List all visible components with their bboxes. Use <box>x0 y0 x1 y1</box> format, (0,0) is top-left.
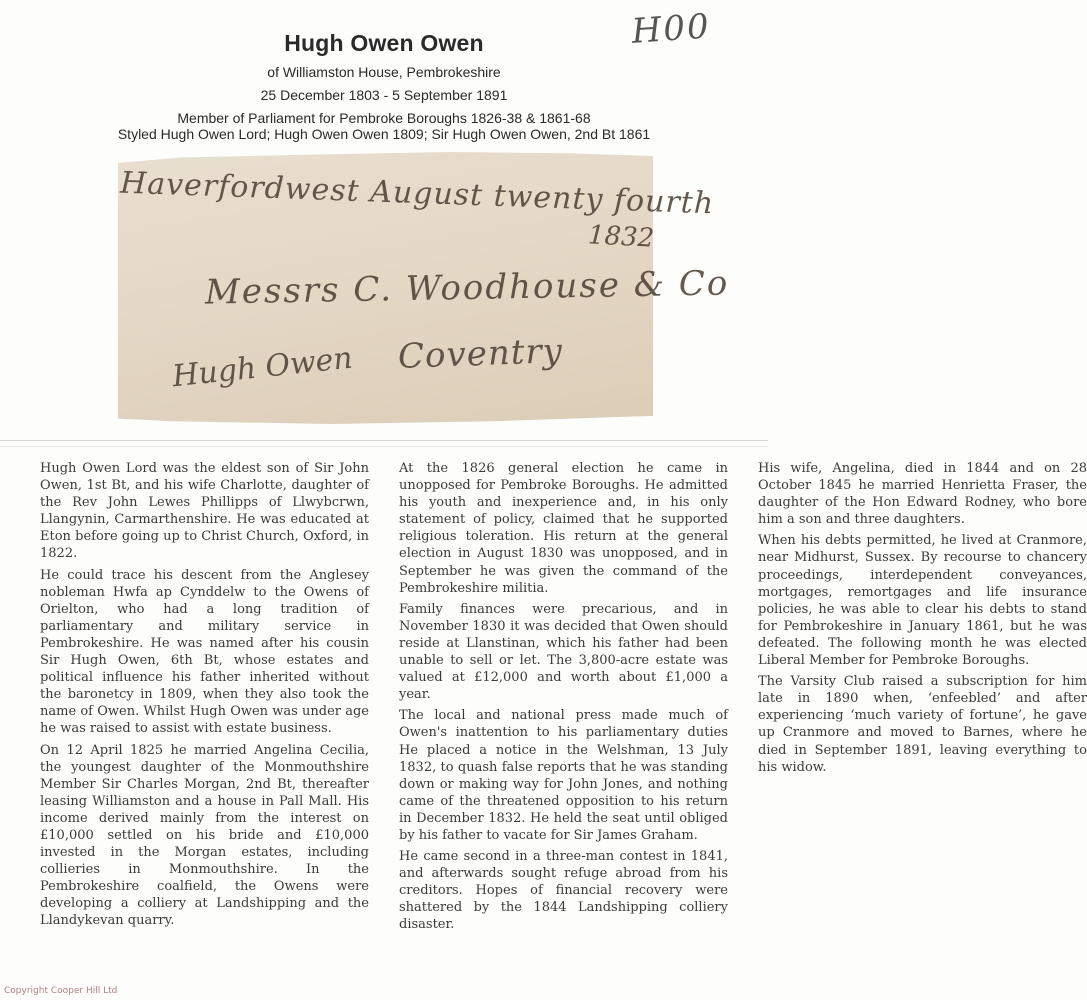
office-line: Member of Parliament for Pembroke Boroughs 1826-38 & 1861-68 <box>177 110 591 126</box>
bio-paragraph: He could trace his descent from the Anglesey nobleman Hwfa ap Cynddelw to the Owens of Orielton, who had a long tradition of parliamentary and military service in Pembrokeshire. He was named after his cousin Sir Hugh Owen, 6th Bt, whose estates and political influence his father inherited without the baronetcy in 1809, when they also took the name of Owen. Whilst Hugh Owen was under age he was raised to assist with estate business. <box>40 567 369 737</box>
bio-paragraph: Hugh Owen Lord was the eldest son of Sir John Owen, 1st Bt, and his wife Charlotte, daughter of the Rev John Lewes Phillipps of Llwybcrwn, Llangynin, Carmarthenshire. He was educated at Eton before going up to Christ Church, Oxford, in 1822. <box>40 461 369 562</box>
bio-paragraph: He came second in a three-man contest in 1841, and afterwards sought refuge abroad from his creditors. Hopes of financial recovery were shattered by the 1844 Landshipping colliery disaster. <box>399 849 728 933</box>
styles-line: Styled Hugh Owen Lord; Hugh Owen Owen 1809; Sir Hugh Owen Owen, 2nd Bt 1861 <box>117 126 651 142</box>
bio-paragraph: On 12 April 1825 he married Angelina Cecilia, the youngest daughter of the Monmouthshire Member Sir Charles Morgan, 2nd Bt, thereafter leasing Williamston and a house in Pall Mall. His income derived mainly from the interest on £10,000 settled on his bride and £10,000 invested in the Morgan estates, including collieries in Monmouthshire. In the Pembrokeshire coalfield, the Owens were developing a colliery at Landshipping and the Llandykevan quarry. <box>40 742 369 929</box>
handwritten-town: Coventry <box>397 331 564 377</box>
life-dates: 25 December 1803 - 5 September 1891 <box>260 87 508 103</box>
copyright-watermark: Copyright Cooper Hill Ltd <box>4 986 118 996</box>
handwritten-year: 1832 <box>587 220 655 254</box>
page-title: Hugh Owen Owen <box>284 30 484 56</box>
handwritten-addressee: Messrs C. Woodhouse & Co <box>204 263 730 313</box>
handwritten-place-date: Haverfordwest August twenty fourth <box>119 165 715 222</box>
mount-divider-shadow <box>0 446 768 447</box>
biography-text <box>40 460 1087 960</box>
bio-paragraph: When his debts permitted, he lived at Cranmore, near Midhurst, Sussex. By recourse to chancery proceedings, interdependent conveyances, mortgages, remortgages and life insurance policies, he was able to clear his debts to stand for Pembrokeshire in January 1861, but he was defeated. The following month he was elected Liberal Member for Pembroke Boroughs. <box>758 533 1087 669</box>
bio-paragraph: The Varsity Club raised a subscription for him late in 1890 when, ‘enfeebled’ and after experiencing ‘much variety of fortune’, he gave up Cranmore and moved to Barnes, where he died in September 1891, leaving everything to his widow. <box>758 674 1087 775</box>
mount-divider <box>0 440 768 441</box>
handwritten-signature: Hugh Owen <box>170 340 355 395</box>
bio-paragraph: Family finances were precarious, and in November 1830 it was decided that Owen should reside at Llanstinan, which his father had been unable to sell or let. The 3,800-acre estate was valued at £12,000 and worth about £1,000 a year. <box>399 601 728 703</box>
bio-paragraph: The local and national press made much of Owen's inattention to his parliamentary duties He placed a notice in the Welshman, 13 July 1832, to quash false reports that he was standing down or making way for John Jones, and nothing came of the threatened opposition to his return in December 1832. He held the seat until obliged by his father to vacate for Sir James Graham. <box>399 708 728 843</box>
residence-line: of Williamston House, Pembrokeshire <box>267 64 501 80</box>
bio-paragraph: His wife, Angelina, died in 1844 and on 28 October 1845 he married Henrietta Fraser, the daughter of the Hon Edward Rodney, who bore him a son and three daughters. <box>758 461 1087 528</box>
pencil-stock-note: H00 <box>630 6 712 52</box>
bio-paragraph: At the 1826 general election he came in unopposed for Pembroke Boroughs. He admitted his youth and inexperience and, in his only statement of policy, claimed that he supported religious toleration. His return at the general election in August 1830 was unopposed, and in September he was given the command of the Pembrokeshire militia. <box>399 461 728 596</box>
